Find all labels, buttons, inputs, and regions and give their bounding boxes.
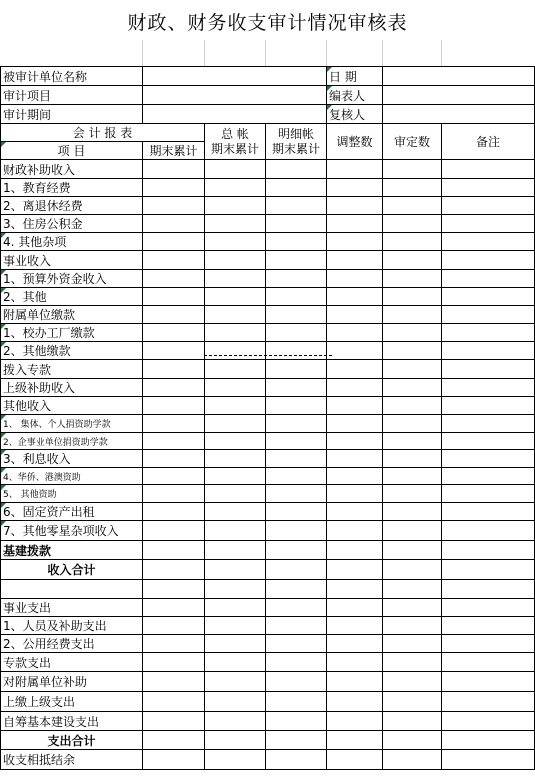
row-item-label: 4. 其他杂项 xyxy=(1,233,143,251)
row-value-cell[interactable] xyxy=(143,580,205,599)
row-value-cell[interactable] xyxy=(266,233,327,251)
row-value-cell[interactable] xyxy=(327,468,383,485)
table-row xyxy=(1,179,535,197)
row-value-cell[interactable] xyxy=(327,653,383,672)
row-value-cell[interactable] xyxy=(143,653,205,672)
row-value-cell[interactable] xyxy=(205,270,266,288)
row-value-cell[interactable] xyxy=(383,560,442,580)
row-value-cell[interactable] xyxy=(442,750,535,770)
row-value-cell[interactable] xyxy=(143,485,205,503)
row-value-cell[interactable] xyxy=(143,415,205,433)
row-value-cell[interactable] xyxy=(327,617,383,635)
table-row xyxy=(1,397,535,415)
header-remark: 备注 xyxy=(442,124,535,160)
row-value-cell[interactable] xyxy=(266,560,327,580)
row-value-cell[interactable] xyxy=(383,692,442,712)
row-value-cell[interactable] xyxy=(442,521,535,541)
row-value-cell[interactable] xyxy=(383,397,442,415)
row-value-cell[interactable] xyxy=(327,415,383,433)
header-adjust: 调整数 xyxy=(327,124,383,160)
row-value-cell[interactable] xyxy=(266,541,327,560)
row-value-cell[interactable] xyxy=(327,233,383,251)
table-row xyxy=(1,712,535,731)
row-value-cell[interactable] xyxy=(205,712,266,731)
row-value-cell[interactable] xyxy=(383,712,442,731)
row-item-label: 5、 其他资助 xyxy=(1,485,143,503)
row-value-cell[interactable] xyxy=(442,560,535,580)
info-label-preparer: 编表人 xyxy=(327,86,383,105)
row-value-cell[interactable] xyxy=(383,541,442,560)
row-value-cell[interactable] xyxy=(327,692,383,712)
table-row xyxy=(1,731,535,750)
row-value-cell[interactable] xyxy=(327,635,383,653)
row-value-cell[interactable] xyxy=(327,251,383,270)
table-row xyxy=(1,360,535,379)
row-value-cell[interactable] xyxy=(383,270,442,288)
row-value-cell[interactable] xyxy=(442,379,535,397)
row-value-cell[interactable] xyxy=(266,503,327,521)
row-value-cell[interactable] xyxy=(266,450,327,468)
row-value-cell[interactable] xyxy=(442,635,535,653)
row-value-cell[interactable] xyxy=(327,160,383,179)
table-row xyxy=(1,433,535,450)
row-value-cell[interactable] xyxy=(143,197,205,215)
row-value-cell[interactable] xyxy=(143,251,205,270)
row-value-cell[interactable] xyxy=(383,197,442,215)
row-value-cell[interactable] xyxy=(205,288,266,306)
row-value-cell[interactable] xyxy=(205,541,266,560)
row-value-cell[interactable] xyxy=(442,450,535,468)
row-value-cell[interactable] xyxy=(266,580,327,599)
row-value-cell[interactable] xyxy=(442,653,535,672)
row-item-label: 专款支出 xyxy=(1,653,143,672)
row-item-label: 6、固定资产出租 xyxy=(1,503,143,521)
table-row xyxy=(1,160,535,179)
row-value-cell[interactable] xyxy=(266,179,327,197)
row-value-cell[interactable] xyxy=(143,731,205,750)
row-value-cell[interactable] xyxy=(442,197,535,215)
table-row xyxy=(1,560,535,580)
table-row xyxy=(1,653,535,672)
row-value-cell[interactable] xyxy=(143,324,205,342)
row-value-cell[interactable] xyxy=(143,672,205,692)
row-value-cell[interactable] xyxy=(383,521,442,541)
row-value-cell[interactable] xyxy=(143,342,205,360)
row-value-cell[interactable] xyxy=(383,342,442,360)
info-label-project: 审计项目 xyxy=(1,86,143,105)
row-value-cell[interactable] xyxy=(143,617,205,635)
row-value-cell[interactable] xyxy=(143,160,205,179)
table-row xyxy=(1,415,535,433)
row-value-cell[interactable] xyxy=(442,712,535,731)
row-value-cell[interactable] xyxy=(327,599,383,617)
header-general-ledger-a: 总 帐 xyxy=(221,126,249,141)
row-value-cell[interactable] xyxy=(383,360,442,379)
row-value-cell[interactable] xyxy=(442,415,535,433)
row-value-cell[interactable] xyxy=(383,672,442,692)
row-item-label: 3、住房公积金 xyxy=(1,215,143,233)
row-value-cell[interactable] xyxy=(266,672,327,692)
row-item-label: 3、利息收入 xyxy=(1,450,143,468)
header-detail-ledger-b: 期末累计 xyxy=(272,141,321,156)
table-row xyxy=(1,635,535,653)
row-value-cell[interactable] xyxy=(143,288,205,306)
row-value-cell[interactable] xyxy=(143,360,205,379)
row-value-cell[interactable] xyxy=(442,306,535,324)
row-value-cell[interactable] xyxy=(266,324,327,342)
blank-grid-row xyxy=(0,40,534,66)
info-value-unit[interactable] xyxy=(143,67,327,86)
row-item-label: 2、离退休经费 xyxy=(1,197,143,215)
row-value-cell[interactable] xyxy=(143,503,205,521)
row-value-cell[interactable] xyxy=(327,397,383,415)
row-value-cell[interactable] xyxy=(266,251,327,270)
table-row xyxy=(1,485,535,503)
table-row xyxy=(1,541,535,560)
row-value-cell[interactable] xyxy=(383,468,442,485)
row-value-cell[interactable] xyxy=(327,197,383,215)
row-value-cell[interactable] xyxy=(383,617,442,635)
header-period-total: 期末累计 xyxy=(143,142,205,160)
row-value-cell[interactable] xyxy=(205,485,266,503)
header-general-ledger xyxy=(205,124,266,160)
row-value-cell[interactable] xyxy=(442,541,535,560)
row-value-cell[interactable] xyxy=(383,653,442,672)
row-value-cell[interactable] xyxy=(327,541,383,560)
row-value-cell[interactable] xyxy=(205,215,266,233)
row-value-cell[interactable] xyxy=(143,450,205,468)
row-value-cell[interactable] xyxy=(143,635,205,653)
row-value-cell[interactable] xyxy=(327,560,383,580)
row-item-label: 拨入专款 xyxy=(1,360,143,379)
row-value-cell[interactable] xyxy=(383,379,442,397)
row-value-cell[interactable] xyxy=(205,617,266,635)
row-value-cell[interactable] xyxy=(327,580,383,599)
info-value-date[interactable] xyxy=(383,67,535,86)
row-value-cell[interactable] xyxy=(327,360,383,379)
row-item-label xyxy=(1,580,143,599)
table-row xyxy=(1,251,535,270)
table-row xyxy=(1,672,535,692)
row-item-label: 附属单位缴款 xyxy=(1,306,143,324)
info-row-project xyxy=(1,86,535,105)
row-value-cell[interactable] xyxy=(205,324,266,342)
row-value-cell[interactable] xyxy=(143,433,205,450)
row-item-label: 1、校办工厂缴款 xyxy=(1,324,143,342)
row-value-cell[interactable] xyxy=(442,468,535,485)
row-value-cell[interactable] xyxy=(205,692,266,712)
row-item-label: 上级补助收入 xyxy=(1,379,143,397)
row-value-cell[interactable] xyxy=(205,251,266,270)
row-value-cell[interactable] xyxy=(383,179,442,197)
row-item-label: 收入合计 xyxy=(1,560,143,580)
info-label-period: 审计期间 xyxy=(1,105,143,124)
row-value-cell[interactable] xyxy=(383,580,442,599)
row-item-label: 财政补助收入 xyxy=(1,160,143,179)
row-value-cell[interactable] xyxy=(143,379,205,397)
table-row xyxy=(1,288,535,306)
row-value-cell[interactable] xyxy=(442,599,535,617)
table-row xyxy=(1,324,535,342)
row-value-cell[interactable] xyxy=(266,197,327,215)
row-value-cell[interactable] xyxy=(143,560,205,580)
row-value-cell[interactable] xyxy=(205,599,266,617)
row-value-cell[interactable] xyxy=(442,731,535,750)
row-item-label: 2、其他 xyxy=(1,288,143,306)
row-value-cell[interactable] xyxy=(327,342,383,360)
row-value-cell[interactable] xyxy=(266,653,327,672)
row-item-label: 2、企事业单位捐资助学款 xyxy=(1,433,143,450)
row-value-cell[interactable] xyxy=(266,397,327,415)
row-value-cell[interactable] xyxy=(205,731,266,750)
row-value-cell[interactable] xyxy=(205,197,266,215)
row-value-cell[interactable] xyxy=(266,750,327,770)
row-value-cell[interactable] xyxy=(383,288,442,306)
row-value-cell[interactable] xyxy=(143,692,205,712)
info-row-period xyxy=(1,105,535,124)
row-value-cell[interactable] xyxy=(442,251,535,270)
row-value-cell[interactable] xyxy=(205,503,266,521)
row-item-label: 支出合计 xyxy=(1,731,143,750)
row-value-cell[interactable] xyxy=(266,521,327,541)
row-value-cell[interactable] xyxy=(143,599,205,617)
row-value-cell[interactable] xyxy=(266,270,327,288)
row-value-cell[interactable] xyxy=(383,215,442,233)
row-value-cell[interactable] xyxy=(383,503,442,521)
row-value-cell[interactable] xyxy=(327,215,383,233)
row-value-cell[interactable] xyxy=(143,233,205,251)
info-value-period[interactable] xyxy=(143,105,327,124)
table-row xyxy=(1,580,535,599)
dashed-marker xyxy=(204,355,332,356)
row-item-label: 自筹基本建设支出 xyxy=(1,712,143,731)
row-value-cell[interactable] xyxy=(266,635,327,653)
row-value-cell[interactable] xyxy=(442,324,535,342)
row-item-label: 2、其他缴款 xyxy=(1,342,143,360)
row-value-cell[interactable] xyxy=(205,468,266,485)
row-item-label: 其他收入 xyxy=(1,397,143,415)
row-value-cell[interactable] xyxy=(442,485,535,503)
table-row xyxy=(1,692,535,712)
row-value-cell[interactable] xyxy=(143,397,205,415)
row-item-label: 1、人员及补助支出 xyxy=(1,617,143,635)
row-value-cell[interactable] xyxy=(383,433,442,450)
row-value-cell[interactable] xyxy=(442,160,535,179)
row-value-cell[interactable] xyxy=(143,179,205,197)
row-value-cell[interactable] xyxy=(266,468,327,485)
table-row xyxy=(1,468,535,485)
row-value-cell[interactable] xyxy=(205,179,266,197)
row-value-cell[interactable] xyxy=(327,485,383,503)
row-value-cell[interactable] xyxy=(205,160,266,179)
table-row xyxy=(1,215,535,233)
info-value-reviewer[interactable] xyxy=(383,105,535,124)
row-value-cell[interactable] xyxy=(383,635,442,653)
row-value-cell[interactable] xyxy=(383,233,442,251)
row-value-cell[interactable] xyxy=(383,251,442,270)
row-item-label: 2、公用经费支出 xyxy=(1,635,143,653)
row-value-cell[interactable] xyxy=(383,324,442,342)
row-value-cell[interactable] xyxy=(327,270,383,288)
table-row xyxy=(1,521,535,541)
row-value-cell[interactable] xyxy=(383,599,442,617)
row-value-cell[interactable] xyxy=(442,433,535,450)
row-value-cell[interactable] xyxy=(205,450,266,468)
table-row xyxy=(1,197,535,215)
row-value-cell[interactable] xyxy=(327,731,383,750)
header-detail-ledger xyxy=(266,124,327,160)
row-value-cell[interactable] xyxy=(143,521,205,541)
row-value-cell[interactable] xyxy=(442,580,535,599)
table-row xyxy=(1,450,535,468)
row-value-cell[interactable] xyxy=(143,215,205,233)
header-approved: 审定数 xyxy=(383,124,442,160)
row-item-label: 上缴上级支出 xyxy=(1,692,143,712)
row-value-cell[interactable] xyxy=(205,672,266,692)
info-label-date: 日 期 xyxy=(327,67,383,86)
row-value-cell[interactable] xyxy=(327,179,383,197)
row-value-cell[interactable] xyxy=(205,521,266,541)
row-value-cell[interactable] xyxy=(327,750,383,770)
table-row xyxy=(1,503,535,521)
row-value-cell[interactable] xyxy=(327,306,383,324)
row-item-label: 1、预算外资金收入 xyxy=(1,270,143,288)
header-detail-ledger-a: 明细帐 xyxy=(278,126,315,141)
row-value-cell[interactable] xyxy=(442,233,535,251)
audit-table xyxy=(0,66,535,770)
sheet-title: 财政、财务收支审计情况审核表 xyxy=(127,12,408,34)
row-value-cell[interactable] xyxy=(442,360,535,379)
table-row xyxy=(1,617,535,635)
row-value-cell[interactable] xyxy=(327,433,383,450)
row-value-cell[interactable] xyxy=(143,468,205,485)
table-row xyxy=(1,599,535,617)
row-item-label: 4、华侨、港澳资助 xyxy=(1,468,143,485)
info-value-preparer[interactable] xyxy=(383,86,535,105)
row-value-cell[interactable] xyxy=(143,270,205,288)
row-value-cell[interactable] xyxy=(205,433,266,450)
row-value-cell[interactable] xyxy=(327,503,383,521)
row-value-cell[interactable] xyxy=(266,433,327,450)
row-value-cell[interactable] xyxy=(205,379,266,397)
row-value-cell[interactable] xyxy=(327,379,383,397)
row-value-cell[interactable] xyxy=(327,712,383,731)
row-value-cell[interactable] xyxy=(442,270,535,288)
table-row xyxy=(1,233,535,251)
row-value-cell[interactable] xyxy=(327,450,383,468)
row-value-cell[interactable] xyxy=(205,653,266,672)
row-value-cell[interactable] xyxy=(143,306,205,324)
row-value-cell[interactable] xyxy=(383,160,442,179)
row-item-label: 基建拨款 xyxy=(1,541,143,560)
row-value-cell[interactable] xyxy=(205,415,266,433)
row-value-cell[interactable] xyxy=(383,306,442,324)
row-value-cell[interactable] xyxy=(143,712,205,731)
info-label-reviewer: 复核人 xyxy=(327,105,383,124)
row-value-cell[interactable] xyxy=(205,342,266,360)
info-row-unit xyxy=(1,67,535,86)
row-value-cell[interactable] xyxy=(442,397,535,415)
row-value-cell[interactable] xyxy=(143,541,205,560)
row-value-cell[interactable] xyxy=(266,617,327,635)
header-item: 项 目 xyxy=(1,142,143,160)
row-item-label: 对附属单位补助 xyxy=(1,672,143,692)
row-value-cell[interactable] xyxy=(327,324,383,342)
row-value-cell[interactable] xyxy=(205,750,266,770)
row-item-label: 1、教育经费 xyxy=(1,179,143,197)
row-value-cell[interactable] xyxy=(266,160,327,179)
row-value-cell[interactable] xyxy=(383,731,442,750)
row-value-cell[interactable] xyxy=(442,215,535,233)
info-label-unit: 被审计单位名称 xyxy=(1,67,143,86)
row-value-cell[interactable] xyxy=(442,288,535,306)
row-value-cell[interactable] xyxy=(205,580,266,599)
row-value-cell[interactable] xyxy=(266,360,327,379)
table-row xyxy=(1,306,535,324)
row-value-cell[interactable] xyxy=(143,750,205,770)
row-value-cell[interactable] xyxy=(205,560,266,580)
row-value-cell[interactable] xyxy=(266,215,327,233)
row-value-cell[interactable] xyxy=(266,342,327,360)
table-row xyxy=(1,379,535,397)
row-value-cell[interactable] xyxy=(205,233,266,251)
row-value-cell[interactable] xyxy=(266,485,327,503)
header-report: 会 计 报 表 xyxy=(1,124,205,142)
row-value-cell[interactable] xyxy=(327,288,383,306)
row-value-cell[interactable] xyxy=(205,635,266,653)
row-value-cell[interactable] xyxy=(266,599,327,617)
row-value-cell[interactable] xyxy=(442,342,535,360)
row-value-cell[interactable] xyxy=(266,731,327,750)
row-value-cell[interactable] xyxy=(266,306,327,324)
row-item-label: 事业支出 xyxy=(1,599,143,617)
row-value-cell[interactable] xyxy=(383,485,442,503)
row-value-cell[interactable] xyxy=(383,750,442,770)
row-item-label: 7、其他零星杂项收入 xyxy=(1,521,143,541)
row-value-cell[interactable] xyxy=(266,288,327,306)
row-value-cell[interactable] xyxy=(266,379,327,397)
row-value-cell[interactable] xyxy=(442,503,535,521)
row-value-cell[interactable] xyxy=(205,360,266,379)
table-row xyxy=(1,342,535,360)
row-value-cell[interactable] xyxy=(266,415,327,433)
info-value-project[interactable] xyxy=(143,86,327,105)
row-value-cell[interactable] xyxy=(266,712,327,731)
row-value-cell[interactable] xyxy=(383,415,442,433)
row-value-cell[interactable] xyxy=(327,672,383,692)
header-general-ledger-b: 期末累计 xyxy=(210,141,259,156)
table-row xyxy=(1,750,535,770)
row-item-label: 1、 集体、个人捐资助学款 xyxy=(1,415,143,433)
row-value-cell[interactable] xyxy=(442,617,535,635)
row-value-cell[interactable] xyxy=(442,179,535,197)
row-value-cell[interactable] xyxy=(442,672,535,692)
row-value-cell[interactable] xyxy=(205,306,266,324)
header-row-1 xyxy=(1,124,535,142)
row-value-cell[interactable] xyxy=(266,692,327,712)
row-value-cell[interactable] xyxy=(205,397,266,415)
row-item-label: 事业收入 xyxy=(1,251,143,270)
table-row xyxy=(1,270,535,288)
row-value-cell[interactable] xyxy=(442,692,535,712)
row-item-label: 收支相抵结余 xyxy=(1,750,143,770)
row-value-cell[interactable] xyxy=(327,521,383,541)
row-value-cell[interactable] xyxy=(383,450,442,468)
